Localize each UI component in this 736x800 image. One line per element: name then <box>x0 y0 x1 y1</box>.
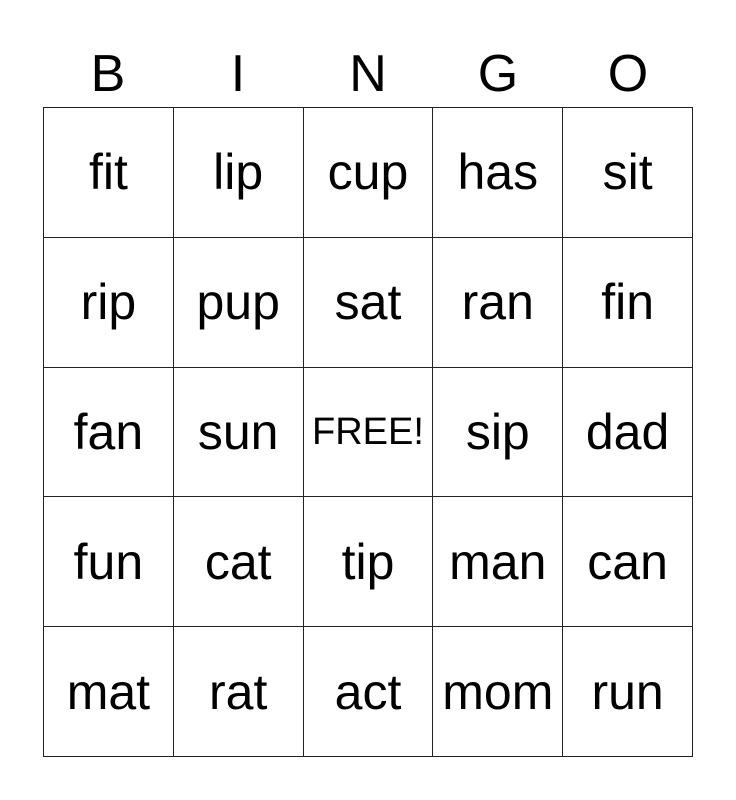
bingo-cell[interactable]: rat <box>174 627 304 757</box>
bingo-cell[interactable]: mat <box>44 627 174 757</box>
free-space-cell[interactable]: FREE! <box>304 368 434 498</box>
header-letter-b: B <box>90 45 126 103</box>
bingo-cell[interactable]: mom <box>433 627 563 757</box>
bingo-cell[interactable]: rip <box>44 238 174 368</box>
header-letter-i: I <box>230 45 246 103</box>
bingo-cell[interactable]: fun <box>44 497 174 627</box>
bingo-cell[interactable]: sip <box>433 368 563 498</box>
bingo-cell[interactable]: tip <box>304 497 434 627</box>
bingo-cell[interactable]: act <box>304 627 434 757</box>
header-letter-n: N <box>349 45 387 103</box>
bingo-cell[interactable]: fit <box>44 108 174 238</box>
bingo-cell[interactable]: dad <box>563 368 693 498</box>
header-letter-o: O <box>607 45 649 103</box>
bingo-board <box>43 107 693 757</box>
bingo-cell[interactable]: fan <box>44 368 174 498</box>
bingo-cell[interactable]: can <box>563 497 693 627</box>
bingo-cell[interactable]: sit <box>563 108 693 238</box>
bingo-cell[interactable]: ran <box>433 238 563 368</box>
bingo-cell[interactable]: pup <box>174 238 304 368</box>
bingo-cell[interactable]: cat <box>174 497 304 627</box>
bingo-header <box>43 40 693 108</box>
bingo-cell[interactable]: man <box>433 497 563 627</box>
header-letter-g: G <box>477 45 519 103</box>
bingo-cell[interactable]: fin <box>563 238 693 368</box>
bingo-cell[interactable]: sat <box>304 238 434 368</box>
bingo-cell[interactable]: sun <box>174 368 304 498</box>
bingo-cell[interactable]: run <box>563 627 693 757</box>
bingo-cell[interactable]: cup <box>304 108 434 238</box>
bingo-cell[interactable]: has <box>433 108 563 238</box>
bingo-cell[interactable]: lip <box>174 108 304 238</box>
